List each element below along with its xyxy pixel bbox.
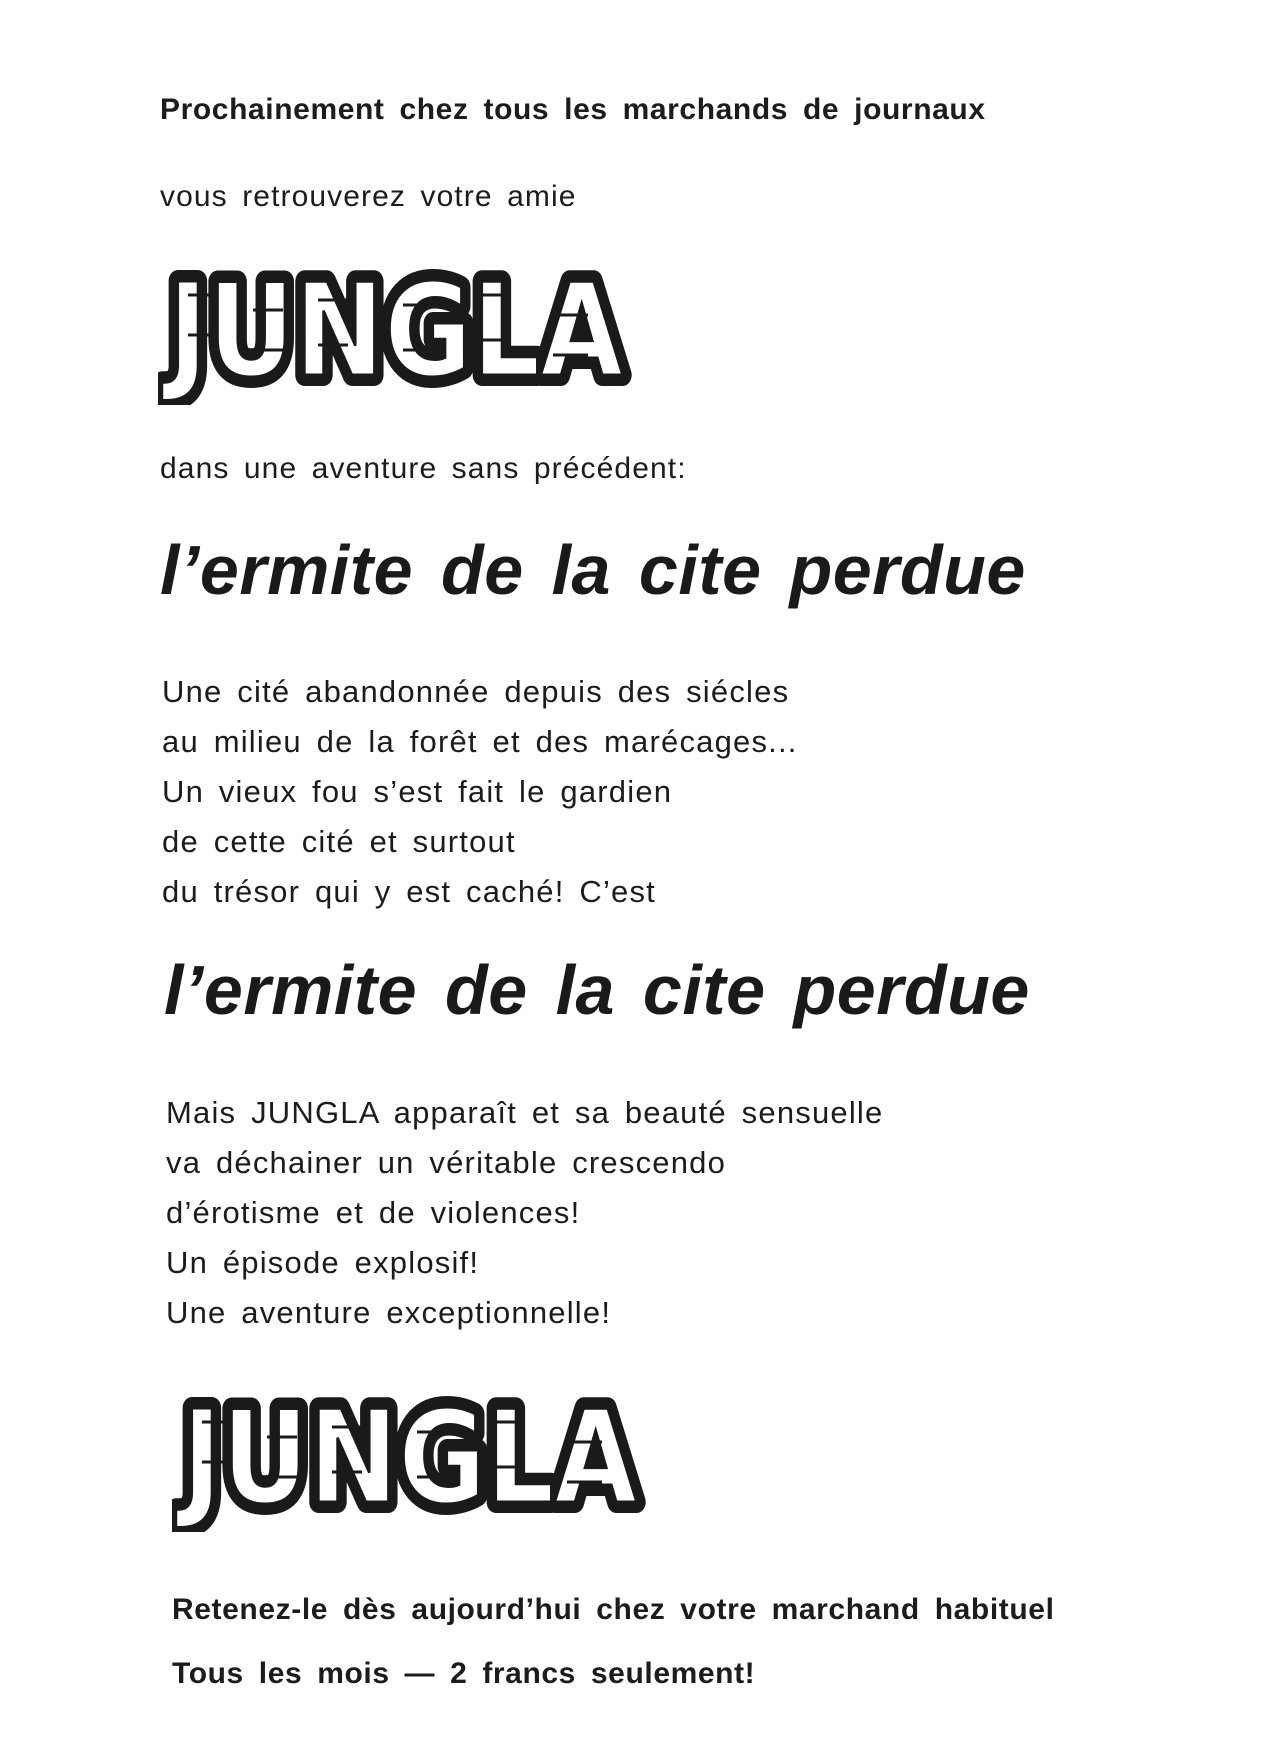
paragraph-2-line: Une aventure exceptionnelle! — [166, 1295, 612, 1330]
paragraph-1-line: Un vieux fou s’est fait le gardien — [162, 774, 673, 809]
svg-text:JUNGLA: JUNGLA — [175, 1384, 638, 1532]
story-title: l’ermite de la cite perdue — [160, 531, 1026, 609]
paragraph-2 — [166, 1088, 883, 1338]
paragraph-1-line: de cette cité et surtout — [162, 824, 516, 859]
paragraph-1-line: du trésor qui y est caché! C’est — [162, 874, 656, 909]
paragraph-2-line: Un épisode explosif! — [166, 1245, 480, 1280]
paragraph-2-line: Mais JUNGLA apparaît et sa beauté sensuelle — [166, 1095, 884, 1130]
story-title-repeat: l’ermite de la cite perdue — [164, 951, 1030, 1029]
paragraph-2-line: va déchainer un véritable crescendo — [166, 1145, 727, 1180]
paragraph-1 — [162, 667, 798, 917]
jungla-logo — [158, 255, 638, 405]
svg-text:JUNGLA: JUNGLA — [175, 1384, 638, 1532]
footer-line-2: Tous les mois — 2 francs seulement! — [172, 1657, 756, 1690]
footer-line-1: Retenez-le dès aujourd’hui chez votre marchand habituel — [172, 1593, 1055, 1626]
paragraph-1-line: au milieu de la forêt et des marécages... — [162, 724, 798, 759]
adventure-intro-line: dans une aventure sans précédent: — [160, 452, 687, 485]
svg-text:JUNGLA: JUNGLA — [161, 257, 624, 405]
paragraph-2-line: d’érotisme et de violences! — [166, 1195, 581, 1230]
intro-line: vous retrouverez votre amie — [160, 180, 577, 213]
paragraph-1-line: Une cité abandonnée depuis des siécles — [162, 674, 790, 709]
jungla-logo-bottom — [172, 1382, 652, 1532]
svg-text:JUNGLA: JUNGLA — [161, 257, 624, 405]
lead-line: Prochainement chez tous les marchands de journaux — [160, 93, 986, 126]
